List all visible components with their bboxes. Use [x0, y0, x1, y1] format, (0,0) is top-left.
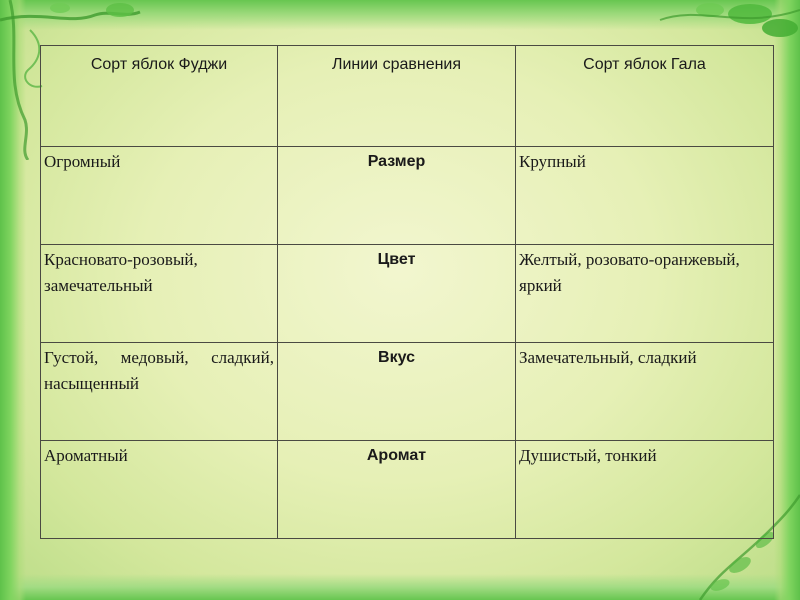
cell-criterion: Вкус: [278, 343, 516, 441]
table-row: [41, 441, 774, 539]
table-row: [41, 343, 774, 441]
frame-bottom: [0, 574, 800, 600]
cell-fuji: Красновато-розовый, замечательный: [41, 245, 278, 343]
header-criteria: Линии сравнения: [278, 46, 516, 147]
frame-top: [0, 0, 800, 30]
table-header-row: [41, 46, 774, 147]
comparison-table: [40, 45, 774, 539]
frame-left: [0, 0, 26, 600]
cell-criterion: Цвет: [278, 245, 516, 343]
cell-fuji: Огромный: [41, 147, 278, 245]
table-row: [41, 245, 774, 343]
cell-gala: Замечательный, сладкий: [516, 343, 774, 441]
cell-fuji: Ароматный: [41, 441, 278, 539]
frame-right: [774, 0, 800, 600]
cell-fuji: Густой, медовый, сладкий, насыщенный: [41, 343, 278, 441]
cell-gala: Душистый, тонкий: [516, 441, 774, 539]
header-fuji: Сорт яблок Фуджи: [41, 46, 278, 147]
cell-gala: Крупный: [516, 147, 774, 245]
cell-gala: Желтый, розовато-оранжевый, яркий: [516, 245, 774, 343]
table-row: [41, 147, 774, 245]
cell-criterion: Аромат: [278, 441, 516, 539]
header-gala: Сорт яблок Гала: [516, 46, 774, 147]
cell-criterion: Размер: [278, 147, 516, 245]
